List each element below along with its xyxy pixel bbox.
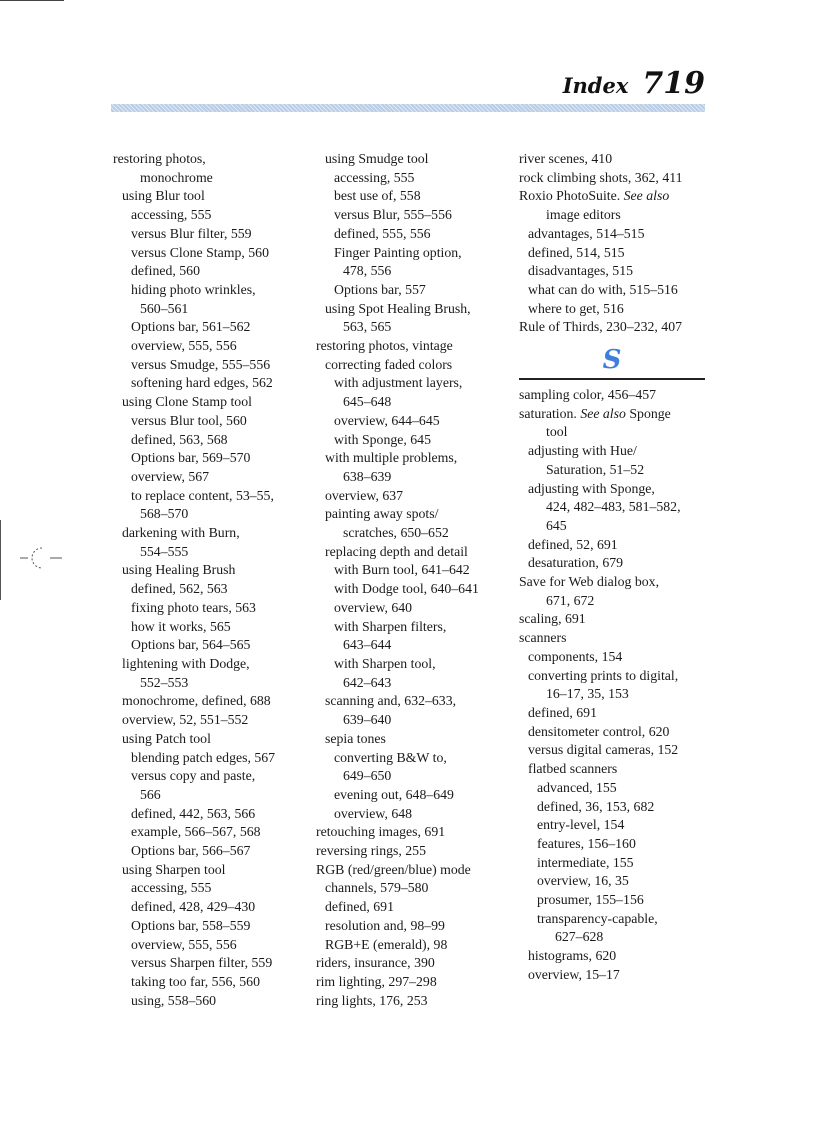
header-rule xyxy=(111,104,705,112)
index-entry xyxy=(113,412,301,431)
index-entry xyxy=(519,318,705,337)
index-entry xyxy=(519,966,705,985)
index-entry xyxy=(113,206,301,225)
index-entry-text: 552–553 xyxy=(140,674,189,690)
index-entry-text: RGB (red/green/blue) mode xyxy=(316,861,471,877)
index-entry xyxy=(519,300,705,319)
index-entry xyxy=(113,786,301,805)
index-entry xyxy=(113,898,301,917)
index-entry xyxy=(519,704,705,723)
index-entry xyxy=(519,685,705,704)
registration-mark-icon xyxy=(20,544,64,572)
index-entry xyxy=(316,487,504,506)
index-entry xyxy=(316,805,504,824)
index-column-2 xyxy=(316,150,504,1010)
index-entry xyxy=(316,206,504,225)
index-entry xyxy=(519,723,705,742)
index-entry-text: defined, 555, 556 xyxy=(334,225,431,241)
index-entry-text: monochrome xyxy=(140,169,213,185)
index-entry-text: flatbed scanners xyxy=(528,761,618,777)
index-entry-text: converting prints to digital, xyxy=(528,667,679,683)
index-entry-text: defined, 691 xyxy=(528,704,597,720)
index-entry-text: using Sharpen tool xyxy=(122,861,226,877)
index-entry-text: transparency-capable, xyxy=(537,910,658,926)
index-entry xyxy=(519,498,705,517)
index-entry xyxy=(316,973,504,992)
index-entry xyxy=(519,854,705,873)
index-entry-text: Rule of Thirds, 230–232, 407 xyxy=(519,319,683,335)
index-entry xyxy=(316,449,504,468)
index-entry xyxy=(113,431,301,450)
index-entry-text: disadvantages, 515 xyxy=(528,263,633,279)
index-entry xyxy=(316,618,504,637)
index-entry xyxy=(113,842,301,861)
index-entry-text: advanced, 155 xyxy=(537,779,617,795)
index-entry xyxy=(316,692,504,711)
index-entry-text: advantages, 514–515 xyxy=(528,225,645,241)
index-entry xyxy=(316,412,504,431)
index-entry-text: monochrome, defined, 688 xyxy=(122,693,271,709)
index-entry xyxy=(316,954,504,973)
index-entry-text: versus Smudge, 555–556 xyxy=(131,356,271,372)
index-entry xyxy=(113,580,301,599)
index-entry xyxy=(113,823,301,842)
section-rule xyxy=(519,378,705,380)
index-entry xyxy=(519,187,705,206)
index-entry xyxy=(316,374,504,393)
header-word: Index xyxy=(562,73,629,98)
index-entry xyxy=(113,936,301,955)
index-entry-text: versus Sharpen filter, 559 xyxy=(131,955,273,971)
index-entry-text: overview, 555, 556 xyxy=(131,338,237,354)
index-entry xyxy=(316,898,504,917)
index-entry xyxy=(316,505,504,524)
index-entry-text: sampling color, 456–457 xyxy=(519,387,657,403)
index-entry xyxy=(519,442,705,461)
index-entry xyxy=(113,262,301,281)
index-entry-text: 643–644 xyxy=(343,637,392,653)
index-entry xyxy=(113,767,301,786)
index-entry-text: river scenes, 410 xyxy=(519,151,613,166)
index-entry-text: Options bar, 566–567 xyxy=(131,843,251,859)
index-entry xyxy=(519,816,705,835)
index-entry xyxy=(113,543,301,562)
index-entry xyxy=(113,861,301,880)
index-entry-text: Finger Painting option, xyxy=(334,244,462,260)
index-entry-text: 560–561 xyxy=(140,300,189,316)
index-entry xyxy=(519,629,705,648)
index-entry xyxy=(316,543,504,562)
index-entry-text: adjusting with Hue/ xyxy=(528,443,637,459)
index-entry-text: Options bar, 569–570 xyxy=(131,450,251,466)
index-entry-text: scanners xyxy=(519,630,567,646)
index-entry-text: 645 xyxy=(546,517,567,533)
index-entry xyxy=(519,536,705,555)
index-entry-text: what can do with, 515–516 xyxy=(528,281,678,297)
index-entry xyxy=(316,468,504,487)
index-entry xyxy=(113,730,301,749)
index-entry xyxy=(113,973,301,992)
index-entry xyxy=(519,741,705,760)
index-entry-text: scanning and, 632–633, xyxy=(325,693,457,709)
index-entry xyxy=(113,879,301,898)
index-entry xyxy=(519,554,705,573)
index-entry-text: with Burn tool, 641–642 xyxy=(334,562,470,578)
index-entry-text: 671, 672 xyxy=(546,592,595,608)
index-entry xyxy=(113,487,301,506)
index-entry-text: 554–555 xyxy=(140,543,189,559)
index-entry-text: 424, 482–483, 581–582, xyxy=(546,499,681,515)
index-entry xyxy=(316,786,504,805)
index-entry-text: correcting faded colors xyxy=(325,356,453,372)
running-header xyxy=(563,66,705,106)
index-entry-text: example, 566–567, 568 xyxy=(131,824,261,840)
index-entry-text: adjusting with Sponge, xyxy=(528,480,655,496)
index-entry xyxy=(113,992,301,1011)
index-entry xyxy=(113,318,301,337)
index-entry-text: channels, 579–580 xyxy=(325,880,429,896)
index-entry xyxy=(113,917,301,936)
index-entry-text: painting away spots/ xyxy=(325,506,439,522)
index-entry xyxy=(316,879,504,898)
index-column-3 xyxy=(519,150,705,985)
index-entry-text: overview, 644–645 xyxy=(334,412,440,428)
index-entry xyxy=(316,431,504,450)
index-entry xyxy=(113,169,301,188)
index-entry xyxy=(113,187,301,206)
index-entry-text: 627–628 xyxy=(555,929,604,945)
index-entry xyxy=(519,573,705,592)
index-entry-text: overview, 648 xyxy=(334,805,413,821)
index-entry xyxy=(316,917,504,936)
section-letter: S xyxy=(602,345,622,376)
index-entry-text: hiding photo wrinkles, xyxy=(131,281,256,297)
index-entry xyxy=(519,517,705,536)
index-entry xyxy=(519,461,705,480)
index-entry-text: overview, 567 xyxy=(131,468,210,484)
index-entry xyxy=(519,779,705,798)
index-entry xyxy=(316,655,504,674)
index-entry xyxy=(519,262,705,281)
index-entry xyxy=(519,667,705,686)
index-entry-text: ring lights, 176, 253 xyxy=(316,992,428,1008)
index-entry xyxy=(316,749,504,768)
index-entry xyxy=(113,225,301,244)
index-entry-text: where to get, 516 xyxy=(528,300,624,316)
index-entry-text: overview, 15–17 xyxy=(528,966,620,982)
index-entry-text: using Patch tool xyxy=(122,730,211,746)
index-entry-text: Options bar, 561–562 xyxy=(131,319,251,335)
index-entry xyxy=(519,648,705,667)
crop-mark-top xyxy=(0,0,64,1)
index-entry-text: resolution and, 98–99 xyxy=(325,917,445,933)
index-entry-text: Options bar, 557 xyxy=(334,281,426,297)
index-entry xyxy=(316,225,504,244)
index-entry-text: best use of, 558 xyxy=(334,188,421,204)
index-entry xyxy=(316,711,504,730)
index-entry xyxy=(316,244,504,263)
index-entry xyxy=(113,356,301,375)
index-entry xyxy=(316,599,504,618)
index-entry-text: defined, 428, 429–430 xyxy=(131,899,256,915)
index-entry xyxy=(519,835,705,854)
index-entry xyxy=(316,262,504,281)
index-entry xyxy=(316,767,504,786)
index-entry-text: defined, 442, 563, 566 xyxy=(131,805,256,821)
index-entry xyxy=(519,169,705,188)
index-entry-text: features, 156–160 xyxy=(537,835,636,851)
index-entry-text: with Sponge, 645 xyxy=(334,431,431,447)
index-entry xyxy=(113,674,301,693)
index-entry xyxy=(519,244,705,263)
index-entry-text: 478, 556 xyxy=(343,263,392,279)
index-entry-text: replacing depth and detail xyxy=(325,543,468,559)
index-entry xyxy=(519,947,705,966)
index-entry-text: Saturation, 51–52 xyxy=(546,461,645,477)
index-entry-text: desaturation, 679 xyxy=(528,555,624,571)
index-entry xyxy=(113,749,301,768)
index-entry-text: overview, 52, 551–552 xyxy=(122,712,249,728)
index-entry xyxy=(519,910,705,929)
index-entry-text: sepia tones xyxy=(325,730,386,746)
index-entry-text: overview, 640 xyxy=(334,599,413,615)
index-entry-text: accessing, 555 xyxy=(131,880,212,896)
index-entry xyxy=(113,468,301,487)
index-entry-text: restoring photos, vintage xyxy=(316,338,453,354)
index-entry-text: versus Blur tool, 560 xyxy=(131,412,247,428)
index-entry xyxy=(113,337,301,356)
index-entry xyxy=(113,618,301,637)
index-entry-text: accessing, 555 xyxy=(334,169,415,185)
index-entry-text: how it works, 565 xyxy=(131,618,231,634)
section-heading xyxy=(519,345,705,380)
index-entry xyxy=(316,356,504,375)
index-entry-text: defined, 691 xyxy=(325,899,394,915)
index-entry-text: defined, 563, 568 xyxy=(131,431,228,447)
index-entry-text: saturation. xyxy=(519,405,577,421)
index-entry-text: versus digital cameras, 152 xyxy=(528,742,679,758)
index-entry xyxy=(113,300,301,319)
index-entry-text: softening hard edges, 562 xyxy=(131,375,273,391)
index-entry xyxy=(519,386,705,405)
index-entry xyxy=(316,187,504,206)
page-number: 719 xyxy=(642,66,705,101)
index-entry xyxy=(316,524,504,543)
index-entry-text: rock climbing shots, 362, 411 xyxy=(519,169,683,185)
index-entry-text: riders, insurance, 390 xyxy=(316,955,435,971)
index-entry-text: 638–639 xyxy=(343,468,392,484)
index-entry xyxy=(316,992,504,1011)
index-entry-text: darkening with Burn, xyxy=(122,525,240,541)
index-entry-text: versus Blur, 555–556 xyxy=(334,207,452,223)
index-entry xyxy=(113,561,301,580)
index-entry-text: using Healing Brush xyxy=(122,562,236,578)
index-entry-text: intermediate, 155 xyxy=(537,854,634,870)
index-column-1 xyxy=(113,150,301,1010)
index-entry-text: lightening with Dodge, xyxy=(122,655,250,671)
index-entry xyxy=(113,636,301,655)
index-entry xyxy=(113,244,301,263)
index-entry xyxy=(519,423,705,442)
index-entry-text: restoring photos, xyxy=(113,151,206,166)
index-entry-text: 568–570 xyxy=(140,506,189,522)
index-entry-text: accessing, 555 xyxy=(131,207,212,223)
index-entry xyxy=(113,655,301,674)
crop-mark-left xyxy=(0,520,64,600)
index-entry xyxy=(316,730,504,749)
index-entry-text: defined, 560 xyxy=(131,263,200,279)
index-entry xyxy=(316,861,504,880)
index-entry-text: 649–650 xyxy=(343,768,392,784)
index-entry-text: entry-level, 154 xyxy=(537,817,625,833)
index-entry xyxy=(316,674,504,693)
index-entry-text: defined, 562, 563 xyxy=(131,581,228,597)
index-entry-text: 16–17, 35, 153 xyxy=(546,686,629,702)
index-entry xyxy=(519,206,705,225)
index-entry-text: using Smudge tool xyxy=(325,151,429,166)
index-entry-text: 639–640 xyxy=(343,712,392,728)
index-entry xyxy=(316,318,504,337)
index-entry-text: using Clone Stamp tool xyxy=(122,394,252,410)
index-entry-text: scaling, 691 xyxy=(519,611,586,627)
index-entry xyxy=(316,337,504,356)
index-entry-text: with Sharpen tool, xyxy=(334,655,436,671)
index-entry-text: defined, 52, 691 xyxy=(528,536,618,552)
index-entry xyxy=(316,823,504,842)
index-entry-text: evening out, 648–649 xyxy=(334,786,454,802)
index-entry-text: tool xyxy=(546,424,568,440)
index-entry xyxy=(519,760,705,779)
index-entry-text: reversing rings, 255 xyxy=(316,843,426,859)
index-entry-text: with adjustment layers, xyxy=(334,375,463,391)
index-entry-text: Roxio PhotoSuite. xyxy=(519,188,621,204)
index-entry-text: image editors xyxy=(546,207,621,223)
index-entry-text: Save for Web dialog box, xyxy=(519,574,660,590)
index-entry-text: Options bar, 564–565 xyxy=(131,637,251,653)
see-also-reference: See also xyxy=(623,188,670,204)
index-entry xyxy=(316,936,504,955)
index-entry xyxy=(519,281,705,300)
index-entry-text: with multiple problems, xyxy=(325,450,458,466)
index-entry-text: using Blur tool xyxy=(122,188,205,204)
index-entry-text: 563, 565 xyxy=(343,319,392,335)
index-entry-text: densitometer control, 620 xyxy=(528,723,670,739)
index-entry xyxy=(113,393,301,412)
index-entry-text: to replace content, 53–55, xyxy=(131,487,274,503)
index-entry-text: overview, 637 xyxy=(325,487,404,503)
see-also-reference: See also xyxy=(580,405,626,421)
index-entry xyxy=(113,692,301,711)
index-entry-text: using, 558–560 xyxy=(131,992,217,1008)
index-entry-text: prosumer, 155–156 xyxy=(537,892,644,908)
index-entry-text: with Dodge tool, 640–641 xyxy=(334,581,479,597)
index-entry-text: retouching images, 691 xyxy=(316,824,446,840)
index-entry xyxy=(316,169,504,188)
index-entry-text: 642–643 xyxy=(343,674,392,690)
index-entry xyxy=(519,872,705,891)
index-entry xyxy=(113,505,301,524)
index-entry-text: versus Blur filter, 559 xyxy=(131,225,252,241)
index-entry xyxy=(316,636,504,655)
index-entry-text: fixing photo tears, 563 xyxy=(131,599,256,615)
index-entry-text: converting B&W to, xyxy=(334,749,447,765)
index-entry-text: scratches, 650–652 xyxy=(343,525,449,541)
see-also-target: Sponge xyxy=(629,405,671,421)
index-entry-text: components, 154 xyxy=(528,648,623,664)
index-entry-text: histograms, 620 xyxy=(528,948,617,964)
index-entry xyxy=(316,580,504,599)
index-entry xyxy=(113,374,301,393)
index-entry-text: versus copy and paste, xyxy=(131,768,256,784)
index-entry xyxy=(316,300,504,319)
index-entry xyxy=(113,524,301,543)
index-entry-text: using Spot Healing Brush, xyxy=(325,300,471,316)
index-entry xyxy=(113,805,301,824)
index-entry xyxy=(519,592,705,611)
index-entry xyxy=(519,610,705,629)
index-entry-text: 566 xyxy=(140,786,161,802)
index-entry xyxy=(113,711,301,730)
index-entry-text: defined, 36, 153, 682 xyxy=(537,798,655,814)
index-entry xyxy=(519,928,705,947)
index-entry xyxy=(519,480,705,499)
index-entry-text: rim lighting, 297–298 xyxy=(316,973,437,989)
index-entry xyxy=(316,393,504,412)
index-entry xyxy=(316,150,504,169)
index-entry xyxy=(113,449,301,468)
index-entry xyxy=(519,150,705,169)
index-entry-text: RGB+E (emerald), 98 xyxy=(325,936,448,952)
index-entry-text: with Sharpen filters, xyxy=(334,618,447,634)
index-entry-text: defined, 514, 515 xyxy=(528,244,625,260)
index-entry xyxy=(519,225,705,244)
index-entry-text: blending patch edges, 567 xyxy=(131,749,276,765)
index-entry-text: overview, 555, 556 xyxy=(131,936,237,952)
index-entry xyxy=(113,150,301,169)
index-entry xyxy=(519,405,705,424)
index-entry-text: 645–648 xyxy=(343,394,392,410)
index-entry xyxy=(113,281,301,300)
index-entry-text: Options bar, 558–559 xyxy=(131,917,251,933)
index-entry-text: versus Clone Stamp, 560 xyxy=(131,244,269,260)
index-entry xyxy=(113,954,301,973)
index-entry xyxy=(316,842,504,861)
index-entry xyxy=(519,798,705,817)
index-entry xyxy=(316,281,504,300)
index-entry xyxy=(113,599,301,618)
index-entry-text: overview, 16, 35 xyxy=(537,873,629,889)
index-entry xyxy=(316,561,504,580)
index-entry xyxy=(519,891,705,910)
index-entry-text: taking too far, 556, 560 xyxy=(131,973,260,989)
